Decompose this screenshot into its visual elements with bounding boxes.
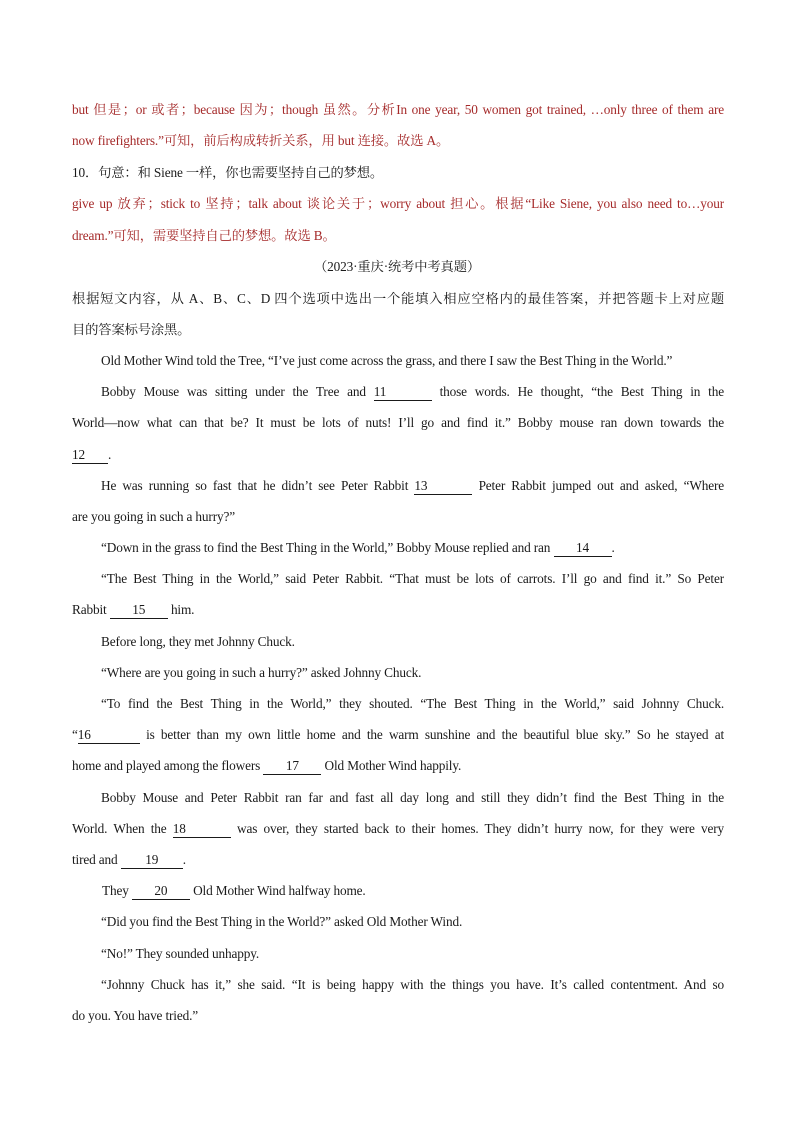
passage-p9-line-2: World. When the 18 was over, they started back to their homes. They didn’t hurry now, for they were very [72, 821, 724, 836]
passage-p5-line-1: “The Best Thing in the World,” said Peter Rabbit. “That must be lots of carrots. I’ll go and find it.” So Peter [101, 571, 724, 586]
passage-p8-line-2: “16 is better than my own little home and the warm sunshine and the beautiful blue sky.” So he stayed at [72, 727, 724, 742]
blank-18[interactable]: 18 [173, 821, 231, 838]
passage-p12: “No!” They sounded unhappy. [101, 946, 260, 961]
passage-p3-line-2: are you going in such a hurry?” [72, 509, 235, 524]
blank-19[interactable]: 19 [121, 852, 183, 869]
blank-12[interactable]: 12 [72, 447, 108, 464]
instruction-line-2: 目的答案标号涂黑。 [72, 322, 191, 337]
section-source: （2023·重庆·统考中考真题） [313, 259, 481, 274]
answer-9-line-1: but 但是；or 或者；because 因为；though 虽然。分析In one year, 50 women got trained, …only three of them are [72, 102, 724, 117]
blank-13[interactable]: 13 [414, 478, 472, 495]
passage-p10: They 20 Old Mother Wind halfway home. [102, 883, 366, 898]
passage-p8-line-1: “To find the Best Thing in the World,” they shouted. “The Best Thing in the World,” said Johnny Chuck. [101, 696, 724, 711]
passage-p5-line-2: Rabbit 15 him. [72, 602, 195, 617]
blank-14[interactable]: 14 [554, 540, 612, 557]
answer-10-line-1: give up 放弃；stick to 坚持；talk about 谈论关于；worry about 担心。根据“Like Siene, you also need to…your [72, 196, 724, 211]
instruction-line-1: 根据短文内容，从 A、B、C、D 四个选项中选出一个能填入相应空格内的最佳答案，并把答题卡上对应题 [72, 291, 724, 306]
blank-11[interactable]: 11 [374, 384, 432, 401]
passage-p2-line-2: World—now what can that be? It must be lots of nuts! I’ll go and find it.” Bobby mouse ran down towards the [72, 415, 724, 430]
blank-17[interactable]: 17 [263, 758, 321, 775]
passage-p13-line-1: “Johnny Chuck has it,” she said. “It is being happy with the things you have. It’s called contentment. And so [101, 977, 724, 992]
answer-10-line-2: dream.”可知，需要坚持自己的梦想。故选 B。 [72, 228, 336, 243]
blank-20[interactable]: 20 [132, 883, 190, 900]
answer-9-line-2: now firefighters.”可知，前后构成转折关系，用 but 连接。故选 A。 [72, 133, 450, 148]
passage-p4: “Down in the grass to find the Best Thing in the World,” Bobby Mouse replied and ran 14 . [101, 540, 615, 555]
passage-p1: Old Mother Wind told the Tree, “I’ve just come across the grass, and there I saw the Best Thing in the World.” [101, 353, 673, 368]
passage-p3-line-1: He was running so fast that he didn’t see Peter Rabbit 13 Peter Rabbit jumped out and asked, “Where [101, 478, 724, 493]
answer-10-title: 10．句意：和 Siene 一样，你也需要坚持自己的梦想。 [72, 165, 384, 180]
passage-p9-line-3: tired and 19 . [72, 852, 186, 867]
passage-p9-line-1: Bobby Mouse and Peter Rabbit ran far and fast all day long and still they didn’t find the Best Thing in the [101, 790, 724, 805]
passage-p2-line-1: Bobby Mouse was sitting under the Tree and 11 those words. He thought, “the Best Thing in the [101, 384, 724, 399]
passage-p11: “Did you find the Best Thing in the World?” asked Old Mother Wind. [101, 914, 463, 929]
passage-p13-line-2: do you. You have tried.” [72, 1008, 199, 1023]
passage-p6: Before long, they met Johnny Chuck. [101, 634, 295, 649]
passage-p7: “Where are you going in such a hurry?” asked Johnny Chuck. [101, 665, 422, 680]
passage-p8-line-3: home and played among the flowers 17 Old Mother Wind happily. [72, 758, 462, 773]
blank-15[interactable]: 15 [110, 602, 168, 619]
blank-16[interactable]: 16 [78, 727, 140, 744]
passage-p2-line-3: 12 . [72, 447, 112, 462]
